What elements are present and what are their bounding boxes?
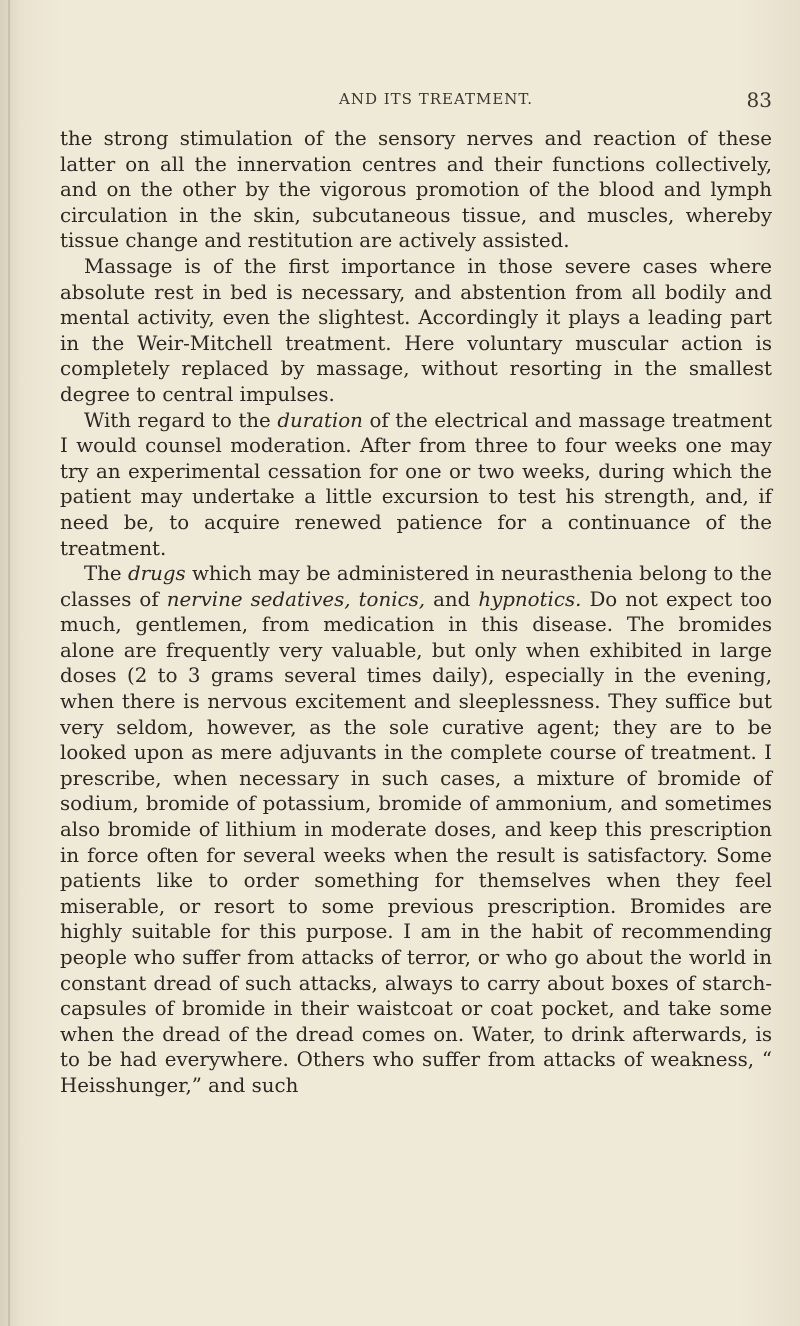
paragraph-2	[60, 254, 772, 408]
italic-term: nervine sedatives, tonics,	[166, 587, 426, 611]
text-run: Massage is of the first importance in those severe cases where absolute rest in bed is necessary, and abstention from all bodily and mental activity, even the slightest. Accordingly it plays a leading part in the Weir-Mitchell treatment. Here voluntary muscular action is completely replaced by massage, without resorting in the smallest degree to central impulses.	[60, 254, 772, 406]
body-text	[60, 126, 772, 1099]
paragraph-3	[60, 408, 772, 562]
text-run: With regard to the	[84, 408, 278, 432]
page-number: 83	[746, 88, 772, 112]
text-run: the strong stimulation of the sensory nerves and reaction of these latter on all the innervation centres and their functions collectively, and on the other by the vigorous promotion of the blood and lymph circulation in the skin, subcutaneous tissue, and muscles, whereby tissue change and restitution are actively assisted.	[60, 127, 772, 253]
text-run: Do not expect too much, gentlemen, from medication in this disease. The bromides alone are frequently very valuable, but only when exhibited in large doses (2 to 3 grams several times daily), especially in the evening, when there is nervous excitement and sleeplessness. They suffice but very seldom, however, as the sole curative agent; they are to be looked upon as mere adjuvants in the complete course of treatment. I prescribe, when necessary in such cases, a mixture of bromide of sodium, bromide of potassium, bromide of ammonium, and sometimes also bromide of lithium in moderate doses, and keep this prescription in force often for several weeks when the result is satisfactory. Some patients like to order something for themselves when they feel miserable, or resort to some previous prescription. Bromides are highly suitable for this purpose. I am in the habit of recommending people who suffer from attacks of terror, or who go about the world in constant dread of such attacks, always to carry about boxes of starch-capsules of bromide in their waistcoat or coat pocket, and take some when the dread of the dread comes on. Water, to drink afterwards, is to be had everywhere. Others who suffer from attacks of weakness, “ Heisshunger,” and such	[60, 587, 773, 1097]
text-run: which may be administered in neurasthenia belong to the classes of	[60, 562, 772, 611]
italic-term: hypnotics.	[478, 587, 582, 611]
text-run: of the electrical and massage treatment I would counsel moderation. After from three to four weeks one may try an experimental cessation for one or two weeks, during which the patient may undertake a little excursion to test his strength, and, if need be, to acquire renewed patience for a continuance of the treatment.	[60, 408, 772, 560]
paragraph-1	[60, 126, 772, 254]
italic-term: drugs	[127, 562, 186, 586]
running-title: AND ITS TREATMENT.	[339, 90, 533, 108]
page-header	[60, 88, 772, 116]
italic-term: duration	[277, 408, 363, 432]
text-run: and	[425, 587, 479, 611]
book-gutter	[8, 0, 10, 1326]
paragraph-4	[60, 561, 772, 1098]
text-run: The	[84, 562, 128, 586]
